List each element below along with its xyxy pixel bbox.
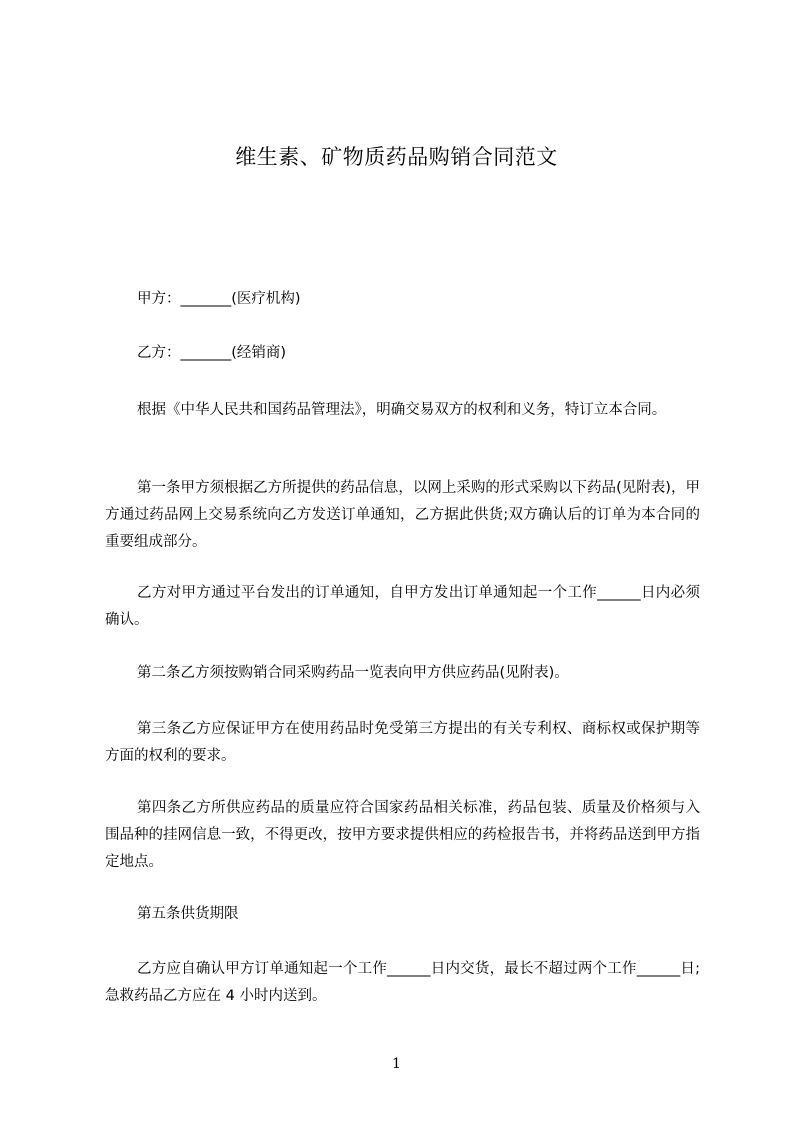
article-2-paragraph: 第二条乙方须按购销合同采购药品一览表向甲方供应药品(见附表)。	[137, 665, 569, 681]
article-1-paragraph: 第一条甲方须根据乙方所提供的药品信息，以网上采购的形式采购以下药品(见附表)，甲方通过药品网上交易系统向乙方发送订单通知，乙方据此供货;双方确认后的订单为本合同的重要组成部分。	[105, 480, 700, 550]
article-4-paragraph: 第四条乙方所供应药品的质量应符合国家药品相关标准，药品包装、质量及价格须与入围品种的挂网信息一致，不得更改，按甲方要求提供相应的药检报告书，并将药品送到甲方指定地点。	[105, 800, 700, 870]
document-title: 维生素、矿物质药品购销合同范文	[235, 145, 558, 169]
order-confirmation-paragraph: 乙方对甲方通过平台发出的订单通知，自甲方发出订单通知起一个工作______日内必须确认。	[105, 585, 700, 628]
party-a-line: 甲方：_______(医疗机构)	[137, 291, 301, 307]
preamble-paragraph: 根据《中华人民共和国药品管理法》，明确交易双方的权利和义务，特订立本合同。	[137, 402, 667, 418]
article-5-heading: 第五条供货期限	[137, 906, 239, 922]
page-number: 1	[392, 1056, 401, 1072]
article-3-paragraph: 第三条乙方应保证甲方在使用药品时免受第三方提出的有关专利权、商标权或保护期等方面的权利的要求。	[105, 721, 700, 764]
delivery-term-paragraph: 乙方应自确认甲方订单通知起一个工作______日内交货，最长不超过两个工作______日;急救药品乙方应在 4 小时内送到。	[105, 961, 700, 1004]
party-b-line: 乙方：_______(经销商)	[137, 345, 287, 361]
